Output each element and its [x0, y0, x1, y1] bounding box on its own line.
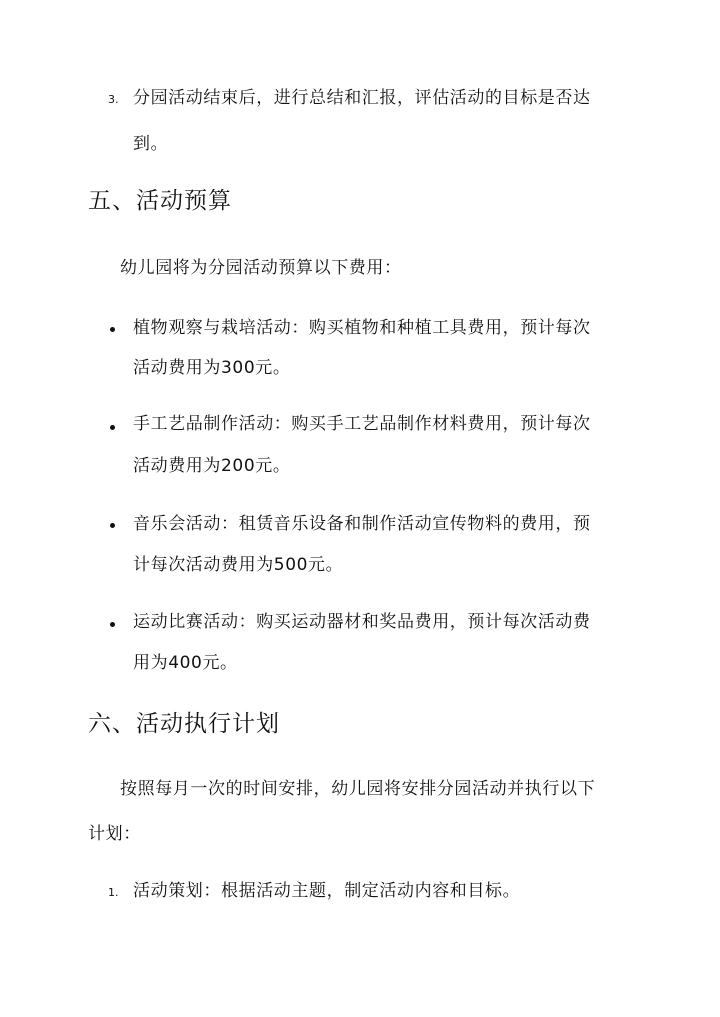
budget-item-line-2: 活动费用为300元。 [133, 358, 291, 378]
bullet-icon [110, 425, 115, 430]
budget-item-line-2: 用为400元。 [133, 653, 238, 673]
bullet-icon [110, 523, 115, 528]
list-item-text-line-2: 到。 [133, 134, 169, 154]
section-heading-budget: 五、活动预算 [88, 188, 232, 214]
budget-item-line-1: 手工艺品制作活动：购买手工艺品制作材料费用，预计每次 [133, 414, 591, 434]
step-number: 1. [108, 886, 119, 899]
budget-item-line-1: 运动比赛活动：购买运动器材和奖品费用，预计每次活动费 [133, 612, 591, 632]
bullet-icon [110, 327, 115, 332]
step-text: 活动策划：根据活动主题，制定活动内容和目标。 [133, 881, 521, 901]
bullet-icon [110, 622, 115, 627]
execution-intro-line-2: 计划： [88, 824, 141, 844]
execution-intro-line-1: 按照每月一次的时间安排，幼儿园将安排分园活动并执行以下 [120, 779, 596, 799]
list-item-text-line-1: 分园活动结束后，进行总结和汇报，评估活动的目标是否达 [133, 88, 591, 108]
budget-item-line-2: 计每次活动费用为500元。 [133, 555, 344, 575]
budget-item-line-2: 活动费用为200元。 [133, 456, 291, 476]
section-heading-execution-plan: 六、活动执行计划 [88, 711, 280, 737]
budget-item-line-1: 音乐会活动：租赁音乐设备和制作活动宣传物料的费用，预 [133, 514, 591, 534]
budget-intro: 幼儿园将为分园活动预算以下费用： [120, 258, 402, 278]
list-number: 3. [108, 93, 119, 106]
budget-item-line-1: 植物观察与栽培活动：购买植物和种植工具费用，预计每次 [133, 318, 591, 338]
